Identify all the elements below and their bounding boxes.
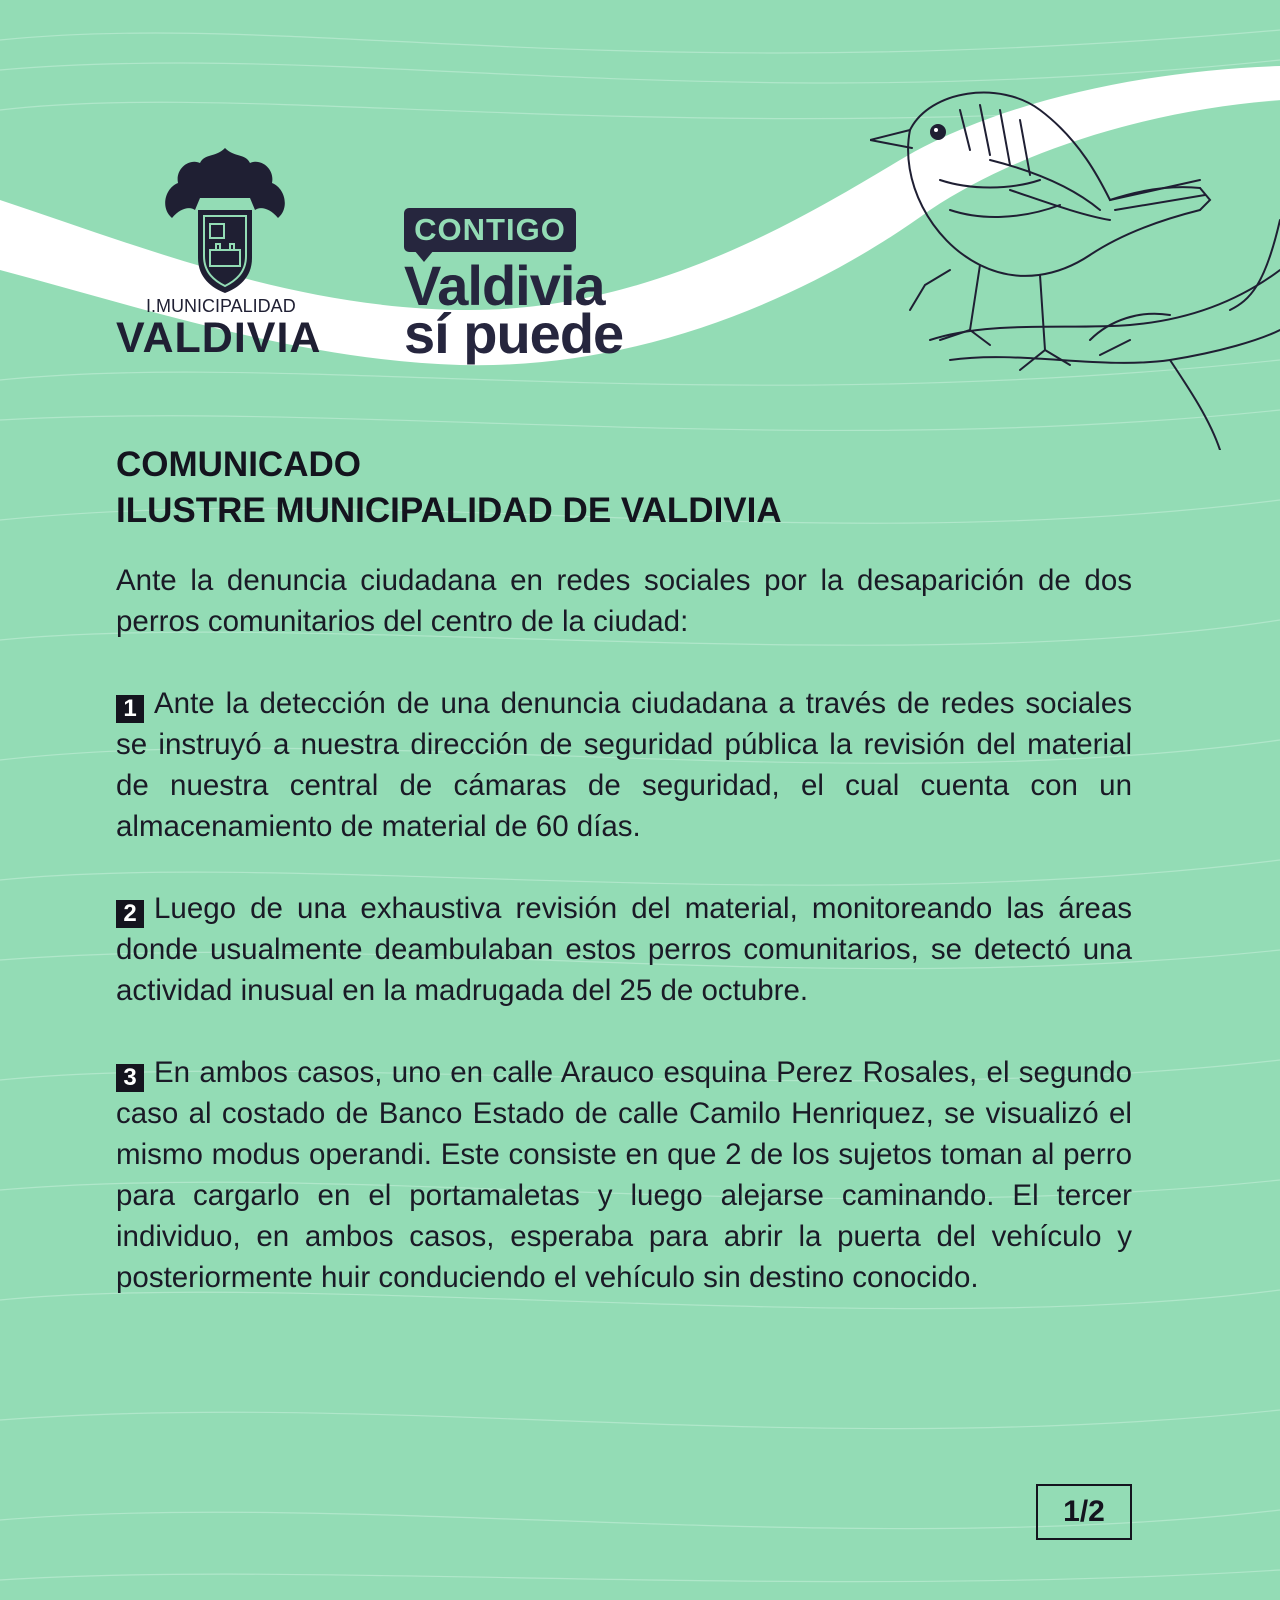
document-title xyxy=(116,442,1136,534)
point-number-badge: 2 xyxy=(116,900,144,928)
point-3 xyxy=(116,1052,1132,1298)
title-line-2: ILUSTRE MUNICIPALIDAD DE VALDIVIA xyxy=(116,491,782,530)
slogan-line-1: Valdivia xyxy=(404,254,605,317)
coat-of-arms-icon xyxy=(160,148,290,298)
contigo-badge: CONTIGO xyxy=(404,208,576,252)
point-text: Ante la detección de una denuncia ciudadana a través de redes sociales se instruyó a nuestra dirección de seguridad pública la revisión del material de nuestra central de cámaras de seguridad, el cual cuenta con un almacenamiento de material de 60 días. xyxy=(116,687,1132,843)
point-1 xyxy=(116,683,1132,847)
bird-illustration-icon xyxy=(870,70,1280,450)
point-2 xyxy=(116,888,1132,1011)
intro-paragraph: Ante la denuncia ciudadana en redes sociales por la desaparición de dos perros comunitarios del centro de la ciudad: xyxy=(116,564,1132,638)
point-text: Luego de una exhaustiva revisión del material, monitoreando las áreas donde usualmente deambulaban estos perros comunitarios, se detectó una actividad inusual en la madrugada del 25 de octubre. xyxy=(116,892,1132,1007)
point-text: En ambos casos, uno en calle Arauco esquina Perez Rosales, el segundo caso al costado de Banco Estado de calle Camilo Henriquez, se visualizó el mismo modus operandi. Este consiste en que 2 de los sujetos toman al perro para cargarlo en el portamaletas y luego alejarse caminando. El tercer individuo, en ambos casos, esperaba para abrir la puerta del vehículo y posteriormente huir conduciendo el vehículo sin destino conocido. xyxy=(116,1056,1132,1294)
municipality-label-big: VALDIVIA xyxy=(116,314,322,362)
communique-body xyxy=(116,560,1132,1298)
point-number-badge: 3 xyxy=(116,1064,144,1092)
page-indicator: 1/2 xyxy=(1036,1484,1132,1540)
slogan-line-2: sí puede xyxy=(404,302,624,365)
title-line-1: COMUNICADO xyxy=(116,445,361,484)
point-number-badge: 1 xyxy=(116,695,144,723)
municipality-label-small: I.MUNICIPALIDAD xyxy=(146,296,296,316)
